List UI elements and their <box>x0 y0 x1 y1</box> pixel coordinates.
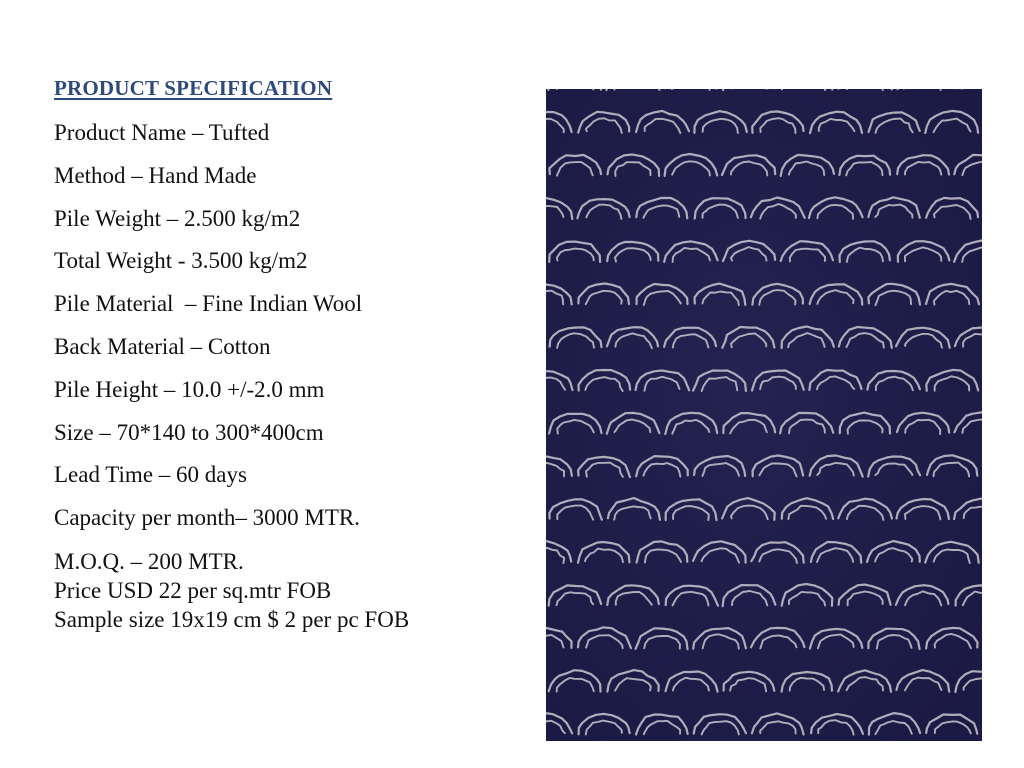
spec-method: Method – Hand Made <box>54 162 257 188</box>
spec-price: Price USD 22 per sq.mtr FOB <box>54 578 332 603</box>
spec-capacity: Capacity per month– 3000 MTR. <box>54 505 360 531</box>
spec-total-weight: Total Weight - 3.500 kg/m2 <box>54 248 308 274</box>
spec-list <box>54 119 362 547</box>
spec-size: Size – 70*140 to 300*400cm <box>54 419 324 445</box>
spec-pile-height: Pile Height – 10.0 +/-2.0 mm <box>54 376 325 402</box>
spec-pile-weight: Pile Weight – 2.500 kg/m2 <box>54 205 301 231</box>
spec-pricing-block <box>54 547 409 634</box>
page-title: PRODUCT SPECIFICATION <box>54 76 333 100</box>
spec-product-name: Product Name – Tufted <box>54 120 270 145</box>
spec-pile-material: Pile Material – Fine Indian Wool <box>54 291 363 317</box>
spec-moq: M.O.Q. – 200 MTR. <box>54 549 244 574</box>
spec-lead-time: Lead Time – 60 days <box>54 462 247 488</box>
spec-back-material: Back Material – Cotton <box>54 333 271 359</box>
spec-sample-size: Sample size 19x19 cm $ 2 per pc FOB <box>54 607 410 632</box>
rug-image <box>546 89 982 741</box>
rug-pattern <box>546 89 982 741</box>
